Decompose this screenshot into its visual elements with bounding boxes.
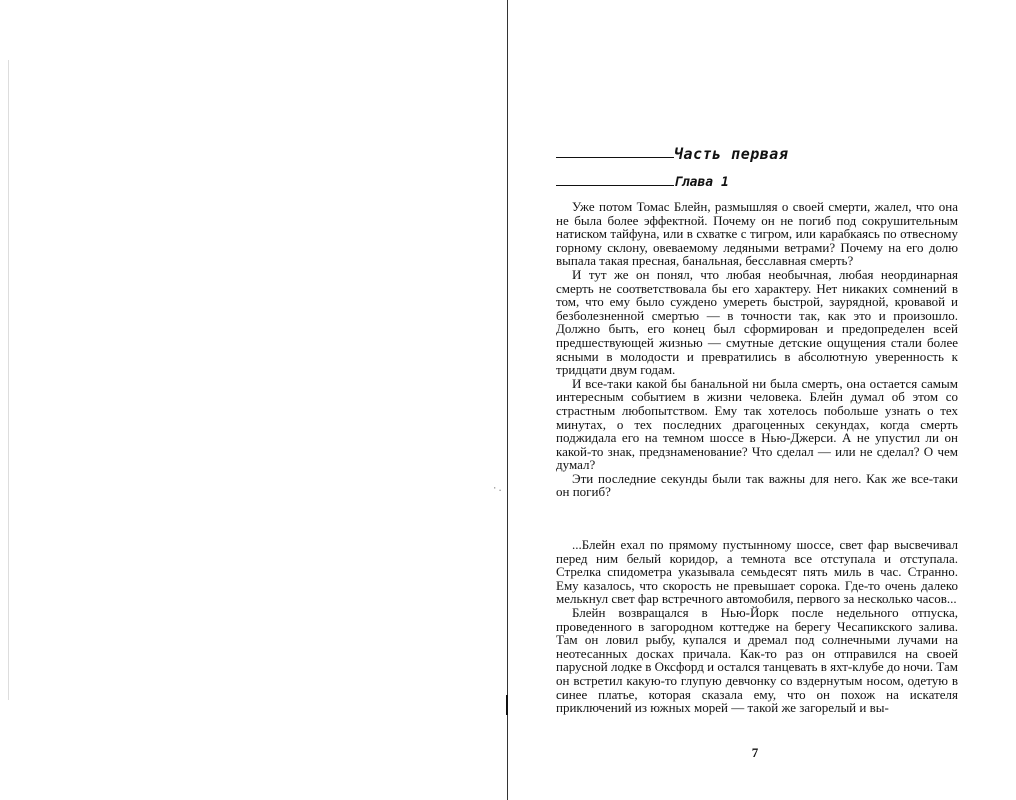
paragraph: И все-таки какой бы банальной ни была смерть, она остается самым интересным событием в жизни человека. Блейн думал об этом со страстным любопытством. Ему так хотелось побольше узнать о тех минутах, о тех последних драгоценных секундах, когда смерть поджидала его на темном шоссе в Нью-Джерси. А не упустил ли он какой-то знак, предзнаменование? Что сделал — или не сделал? О чем думал? [556, 375, 958, 473]
paragraph: И тут же он понял, что любая необычная, любая неординарная смерть не соответствовала бы его характеру. Нет никаких сомнений в том, что ему было суждено умереть быстрой, заурядной, кровавой и безболезненной смертью — в точности так, как это и произошло. Должно быть, его конец был сформирован и предопределен всей предшествующей жизнью — смутные детские ощущения стали более ясными в молодости и превратились в абсолютную уверенность к тридцати двум годам. [556, 266, 958, 378]
text-section-2 [556, 538, 958, 715]
part-heading-rule [556, 157, 674, 158]
part-title: Часть первая [674, 145, 789, 163]
paragraph: ...Блейн ехал по прямому пустынному шоссе, свет фар высвечивал перед ним белый коридор, а темнота все отступала и отступала. Стрелка спидометра указывала семьдесят пять миль в час. Странно. Ему казалось, что скорость не превышает сорока. Где-то очень далеко мелькнул свет фар встречного автомобиля, первого за несколько часов... [556, 537, 958, 607]
paragraph: Уже потом Томас Блейн, размышляя о своей смерти, жалел, что она не была более эффектной. Почему он не погиб под сокрушительным натиском тайфуна, или в схватке с тигром, или карабкаясь по отвесному горному склону, овеваемому ледяными ветрами? Почему на его долю выпала такая пресная, банальная, бесславная смерть? [556, 199, 958, 269]
paragraph: Эти последние секунды были так важны для него. Как же все-таки он погиб? [556, 470, 958, 500]
text-section-1 [556, 200, 958, 499]
part-heading [556, 143, 818, 163]
left-page-edge [8, 60, 9, 700]
chapter-title: Глава 1 [674, 175, 729, 190]
page-number: 7 [751, 745, 759, 760]
chapter-heading [556, 172, 756, 190]
paragraph: Блейн возвращался в Нью-Йорк после недельного отпуска, проведенного в загородном коттедже на берегу Чесапикского залива. Там он ловил рыбу, купался и дремал под солнечными лучами на неотесанных досках причала. Как-то раз он отправился на своей парусной лодке в Оксфорд и остался танцевать в яхт-клубе до ночи. Там он встретил какую-то глупую девчонку со вздернутым носом, одетую в синее платье, которая сказала ему, что он похож на искателя приключений из южных морей — такой же загорелый и вы- [556, 604, 958, 716]
scan-speck: ·. [492, 484, 503, 494]
chapter-heading-rule [556, 185, 674, 186]
